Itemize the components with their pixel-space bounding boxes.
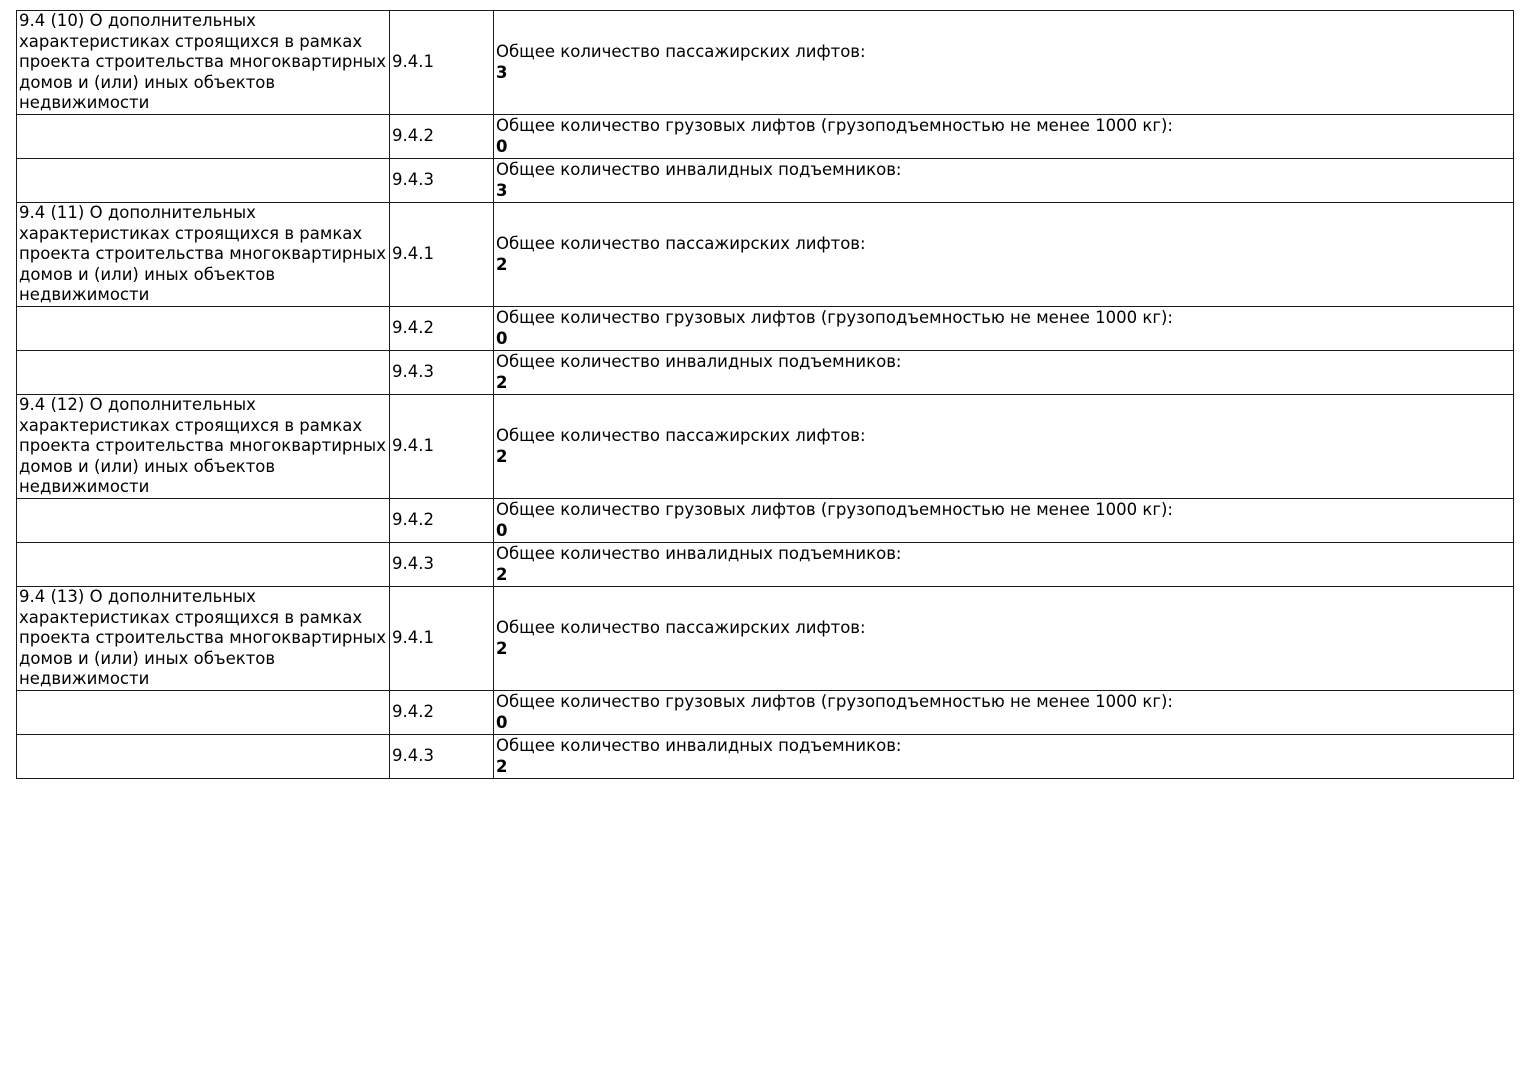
item-label: Общее количество инвалидных подъемников: [496, 160, 902, 180]
item-value: 2 [496, 564, 508, 584]
item-label: Общее количество пассажирских лифтов: [496, 618, 866, 638]
item-value: 3 [496, 62, 508, 82]
table-row [17, 543, 1514, 587]
table-row [17, 115, 1514, 159]
table-row [17, 203, 1514, 307]
item-cell [494, 307, 1514, 351]
table-row [17, 587, 1514, 691]
item-code: 9.4.3 [390, 735, 494, 779]
table-row [17, 307, 1514, 351]
item-cell [494, 159, 1514, 203]
item-code: 9.4.3 [390, 159, 494, 203]
characteristics-table [16, 10, 1514, 779]
item-code: 9.4.1 [390, 587, 494, 691]
item-label: Общее количество грузовых лифтов (грузоподъемностью не менее 1000 кг): [496, 500, 1173, 520]
item-value: 2 [496, 372, 508, 392]
item-value: 2 [496, 254, 508, 274]
item-cell [494, 203, 1514, 307]
item-code: 9.4.1 [390, 395, 494, 499]
item-value: 0 [496, 520, 508, 540]
empty-cell [17, 543, 390, 587]
item-value: 2 [496, 756, 508, 776]
item-label: Общее количество инвалидных подъемников: [496, 352, 902, 372]
item-code: 9.4.2 [390, 499, 494, 543]
item-value: 0 [496, 328, 508, 348]
item-cell [494, 351, 1514, 395]
item-label: Общее количество грузовых лифтов (грузоподъемностью не менее 1000 кг): [496, 308, 1173, 328]
empty-cell [17, 115, 390, 159]
item-code: 9.4.2 [390, 307, 494, 351]
table-row [17, 691, 1514, 735]
table-row [17, 351, 1514, 395]
item-value: 0 [496, 136, 508, 156]
table-row [17, 499, 1514, 543]
section-title: 9.4 (10) О дополнительных характеристиках строящихся в рамках проекта строительства многоквартирных домов и (или) иных объектов недвижимости [17, 11, 390, 115]
item-code: 9.4.2 [390, 115, 494, 159]
item-code: 9.4.2 [390, 691, 494, 735]
item-code: 9.4.1 [390, 11, 494, 115]
item-label: Общее количество инвалидных подъемников: [496, 736, 902, 756]
item-label: Общее количество пассажирских лифтов: [496, 42, 866, 62]
item-cell [494, 587, 1514, 691]
item-label: Общее количество грузовых лифтов (грузоподъемностью не менее 1000 кг): [496, 116, 1173, 136]
table-row [17, 395, 1514, 499]
item-value: 3 [496, 180, 508, 200]
item-value: 2 [496, 446, 508, 466]
empty-cell [17, 735, 390, 779]
section-title: 9.4 (12) О дополнительных характеристиках строящихся в рамках проекта строительства многоквартирных домов и (или) иных объектов недвижимости [17, 395, 390, 499]
item-value: 0 [496, 712, 508, 732]
item-value: 2 [496, 638, 508, 658]
item-label: Общее количество инвалидных подъемников: [496, 544, 902, 564]
table-row [17, 735, 1514, 779]
item-code: 9.4.3 [390, 543, 494, 587]
table-row [17, 159, 1514, 203]
document-sheet [16, 10, 1513, 779]
section-title: 9.4 (11) О дополнительных характеристиках строящихся в рамках проекта строительства многоквартирных домов и (или) иных объектов недвижимости [17, 203, 390, 307]
item-code: 9.4.3 [390, 351, 494, 395]
item-cell [494, 543, 1514, 587]
item-cell [494, 395, 1514, 499]
table-row [17, 11, 1514, 115]
item-label: Общее количество пассажирских лифтов: [496, 426, 866, 446]
item-label: Общее количество пассажирских лифтов: [496, 234, 866, 254]
item-cell [494, 735, 1514, 779]
empty-cell [17, 307, 390, 351]
section-title: 9.4 (13) О дополнительных характеристиках строящихся в рамках проекта строительства многоквартирных домов и (или) иных объектов недвижимости [17, 587, 390, 691]
empty-cell [17, 499, 390, 543]
empty-cell [17, 159, 390, 203]
item-cell [494, 691, 1514, 735]
empty-cell [17, 351, 390, 395]
empty-cell [17, 691, 390, 735]
item-label: Общее количество грузовых лифтов (грузоподъемностью не менее 1000 кг): [496, 692, 1173, 712]
item-cell [494, 11, 1514, 115]
item-cell [494, 115, 1514, 159]
item-code: 9.4.1 [390, 203, 494, 307]
item-cell [494, 499, 1514, 543]
